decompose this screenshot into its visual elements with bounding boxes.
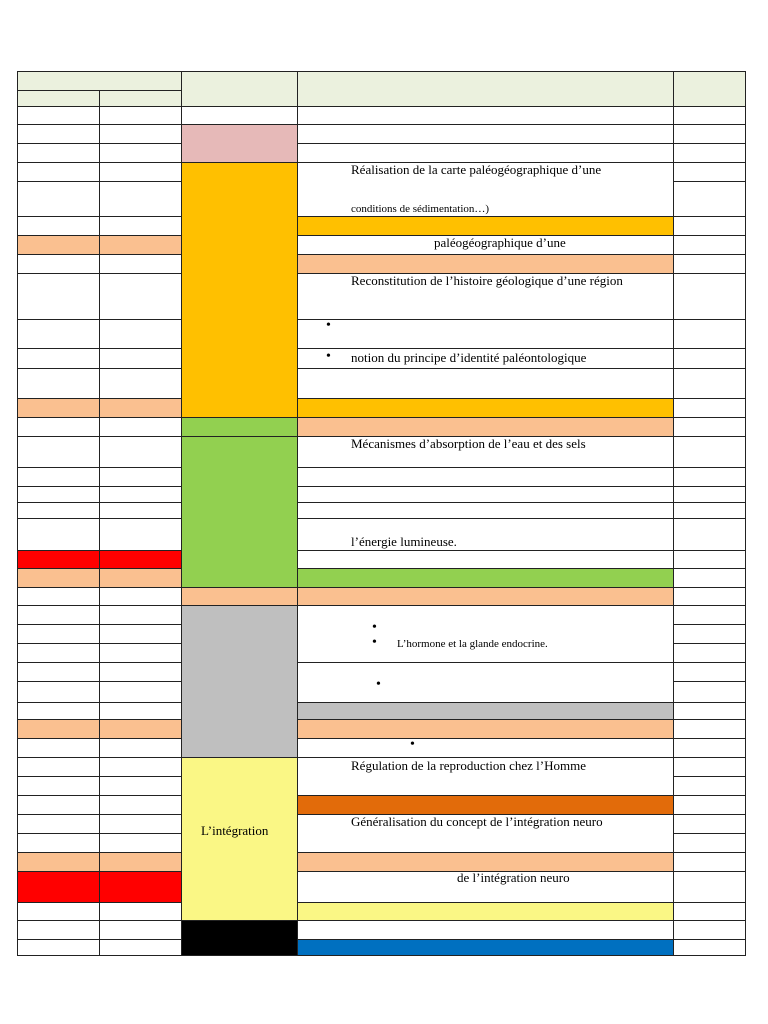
table-cell [17, 502, 100, 519]
table-cell [17, 319, 100, 349]
header-cell [99, 90, 182, 107]
content-cell [297, 550, 674, 569]
table-cell [17, 624, 100, 644]
table-cell [99, 254, 182, 274]
table-cell [673, 902, 746, 921]
table-cell [673, 319, 746, 349]
table-cell [673, 568, 746, 588]
table-cell [17, 757, 100, 777]
domain-cell [181, 162, 298, 418]
table-cell [673, 643, 746, 663]
table-cell [17, 181, 100, 217]
table-cell [17, 738, 100, 758]
table-cell [673, 467, 746, 487]
table-cell [17, 486, 100, 503]
table-cell [673, 181, 746, 217]
table-cell [17, 719, 100, 739]
content-cell [297, 568, 674, 588]
bullet-2: • [326, 349, 331, 364]
table-cell [99, 662, 182, 682]
table-cell [673, 605, 746, 625]
table-cell [99, 518, 182, 551]
table-cell [99, 398, 182, 418]
table-cell [99, 368, 182, 399]
table-cell [17, 902, 100, 921]
table-cell [17, 216, 100, 236]
text-paleogeographique: paléogéographique d’une [434, 235, 566, 250]
table-cell [99, 719, 182, 739]
table-cell [99, 550, 182, 569]
domain-cell [181, 920, 298, 956]
table-cell [17, 702, 100, 720]
table-cell [99, 814, 182, 834]
table-cell [673, 348, 746, 369]
table-cell [17, 568, 100, 588]
content-cell [297, 719, 674, 739]
table-cell [673, 757, 746, 777]
table-cell [99, 319, 182, 349]
text-integration-label: L’intégration [201, 823, 269, 838]
table-cell [99, 587, 182, 606]
table-cell [99, 143, 182, 163]
header-cell [673, 71, 746, 107]
table-cell [673, 587, 746, 606]
table-cell [673, 920, 746, 940]
domain-cell [181, 757, 298, 921]
table-cell [673, 702, 746, 720]
table-cell [99, 757, 182, 777]
table-cell [17, 852, 100, 872]
content-cell [297, 398, 674, 418]
content-cell [297, 486, 674, 503]
table-cell [99, 776, 182, 796]
table-cell [673, 776, 746, 796]
bullet-6: • [410, 737, 415, 752]
domain-cell [181, 417, 298, 437]
domain-cell [181, 106, 298, 125]
table-cell [99, 738, 182, 758]
table-cell [673, 624, 746, 644]
table-cell [17, 550, 100, 569]
table-cell [673, 254, 746, 274]
table-cell [99, 920, 182, 940]
content-cell [297, 417, 674, 437]
table-cell [17, 587, 100, 606]
table-cell [673, 417, 746, 437]
table-cell [673, 518, 746, 551]
table-cell [17, 643, 100, 663]
content-cell [297, 738, 674, 758]
text-principe-identite: notion du principe d’identité paléontologique [351, 350, 587, 365]
table-cell [17, 776, 100, 796]
table-cell [17, 368, 100, 399]
content-cell [297, 605, 674, 663]
table-cell [17, 662, 100, 682]
table-cell [673, 486, 746, 503]
table-cell [673, 106, 746, 125]
table-cell [17, 467, 100, 487]
content-cell [297, 124, 674, 144]
text-conditions-sedimentation: conditions de sédimentation…) [351, 203, 490, 215]
table-cell [99, 436, 182, 468]
table-cell [673, 738, 746, 758]
table-cell [673, 235, 746, 255]
content-cell [297, 662, 674, 703]
content-cell [297, 795, 674, 815]
table-cell [99, 643, 182, 663]
table-cell [673, 852, 746, 872]
text-energie-lumineuse: l’énergie lumineuse. [351, 534, 457, 549]
table-cell [17, 920, 100, 940]
content-cell [297, 216, 674, 236]
text-regulation-reproduction: Régulation de la reproduction chez l’Homme [351, 758, 587, 773]
table-cell [673, 814, 746, 834]
table-cell [17, 273, 100, 320]
table-cell [673, 368, 746, 399]
header-cell [297, 71, 674, 107]
table-cell [673, 216, 746, 236]
content-cell [297, 902, 674, 921]
table-cell [99, 181, 182, 217]
table-cell [673, 719, 746, 739]
table-cell [99, 702, 182, 720]
table-cell [17, 939, 100, 956]
table-cell [673, 124, 746, 144]
table-cell [17, 795, 100, 815]
table-cell [17, 871, 100, 903]
bullet-3: • [372, 620, 377, 635]
table-cell [99, 467, 182, 487]
table-cell [99, 624, 182, 644]
table-cell [99, 939, 182, 956]
table-cell [17, 417, 100, 437]
table-cell [99, 605, 182, 625]
table-cell [673, 939, 746, 956]
domain-cell [181, 605, 298, 758]
table-cell [99, 273, 182, 320]
table-cell [17, 162, 100, 182]
content-cell [297, 852, 674, 872]
table-cell [99, 795, 182, 815]
table-cell [17, 124, 100, 144]
bullet-4: • [372, 635, 377, 650]
table-cell [99, 833, 182, 853]
table-cell [673, 436, 746, 468]
content-cell [297, 587, 674, 606]
table-cell [99, 162, 182, 182]
table-cell [17, 605, 100, 625]
domain-cell [181, 124, 298, 163]
table-cell [17, 143, 100, 163]
table-cell [17, 814, 100, 834]
table-cell [99, 417, 182, 437]
table-cell [99, 235, 182, 255]
table-cell [673, 833, 746, 853]
table-cell [17, 348, 100, 369]
table-cell [17, 398, 100, 418]
table-cell [673, 871, 746, 903]
header-cell [181, 71, 298, 107]
bullet-5: • [376, 677, 381, 692]
table-cell [99, 871, 182, 903]
header-cell [17, 90, 100, 107]
content-cell [297, 939, 674, 956]
table-cell [99, 486, 182, 503]
domain-cell [181, 436, 298, 588]
content-cell [297, 467, 674, 487]
table-cell [673, 681, 746, 703]
table-cell [17, 833, 100, 853]
table-cell [99, 852, 182, 872]
table-cell [99, 106, 182, 125]
content-cell [297, 368, 674, 399]
content-cell [297, 502, 674, 519]
table-cell [673, 143, 746, 163]
table-cell [17, 436, 100, 468]
text-integration-neuro: de l’intégration neuro [457, 870, 570, 885]
table-cell [99, 502, 182, 519]
content-cell [297, 106, 674, 125]
table-cell [673, 398, 746, 418]
text-hormone-glande: L’hormone et la glande endocrine. [397, 638, 548, 650]
bullet-1: • [326, 318, 331, 333]
table-cell [17, 518, 100, 551]
text-realisation-carte: Réalisation de la carte paléogéographique d’une [351, 162, 602, 177]
table-cell [99, 124, 182, 144]
table-cell [17, 106, 100, 125]
content-cell [297, 319, 674, 349]
table-cell [673, 795, 746, 815]
table-cell [673, 550, 746, 569]
text-reconstitution-histoire: Reconstitution de l’histoire géologique d’une région [351, 273, 623, 288]
content-cell [297, 143, 674, 163]
table-cell [673, 162, 746, 182]
table-cell [673, 273, 746, 320]
domain-cell [181, 587, 298, 606]
table-cell [673, 502, 746, 519]
content-cell [297, 702, 674, 720]
table-cell [99, 216, 182, 236]
table-cell [17, 235, 100, 255]
text-generalisation-concept: Généralisation du concept de l’intégration neuro [351, 814, 603, 829]
table-cell [99, 568, 182, 588]
table-cell [99, 902, 182, 921]
table-cell [17, 254, 100, 274]
table-cell [17, 681, 100, 703]
text-mecanismes-absorption: Mécanismes d’absorption de l’eau et des sels [351, 436, 586, 451]
table-cell [99, 348, 182, 369]
content-cell [297, 254, 674, 274]
table-cell [673, 662, 746, 682]
table-cell [99, 681, 182, 703]
content-cell [297, 920, 674, 940]
header-cell [17, 71, 182, 91]
